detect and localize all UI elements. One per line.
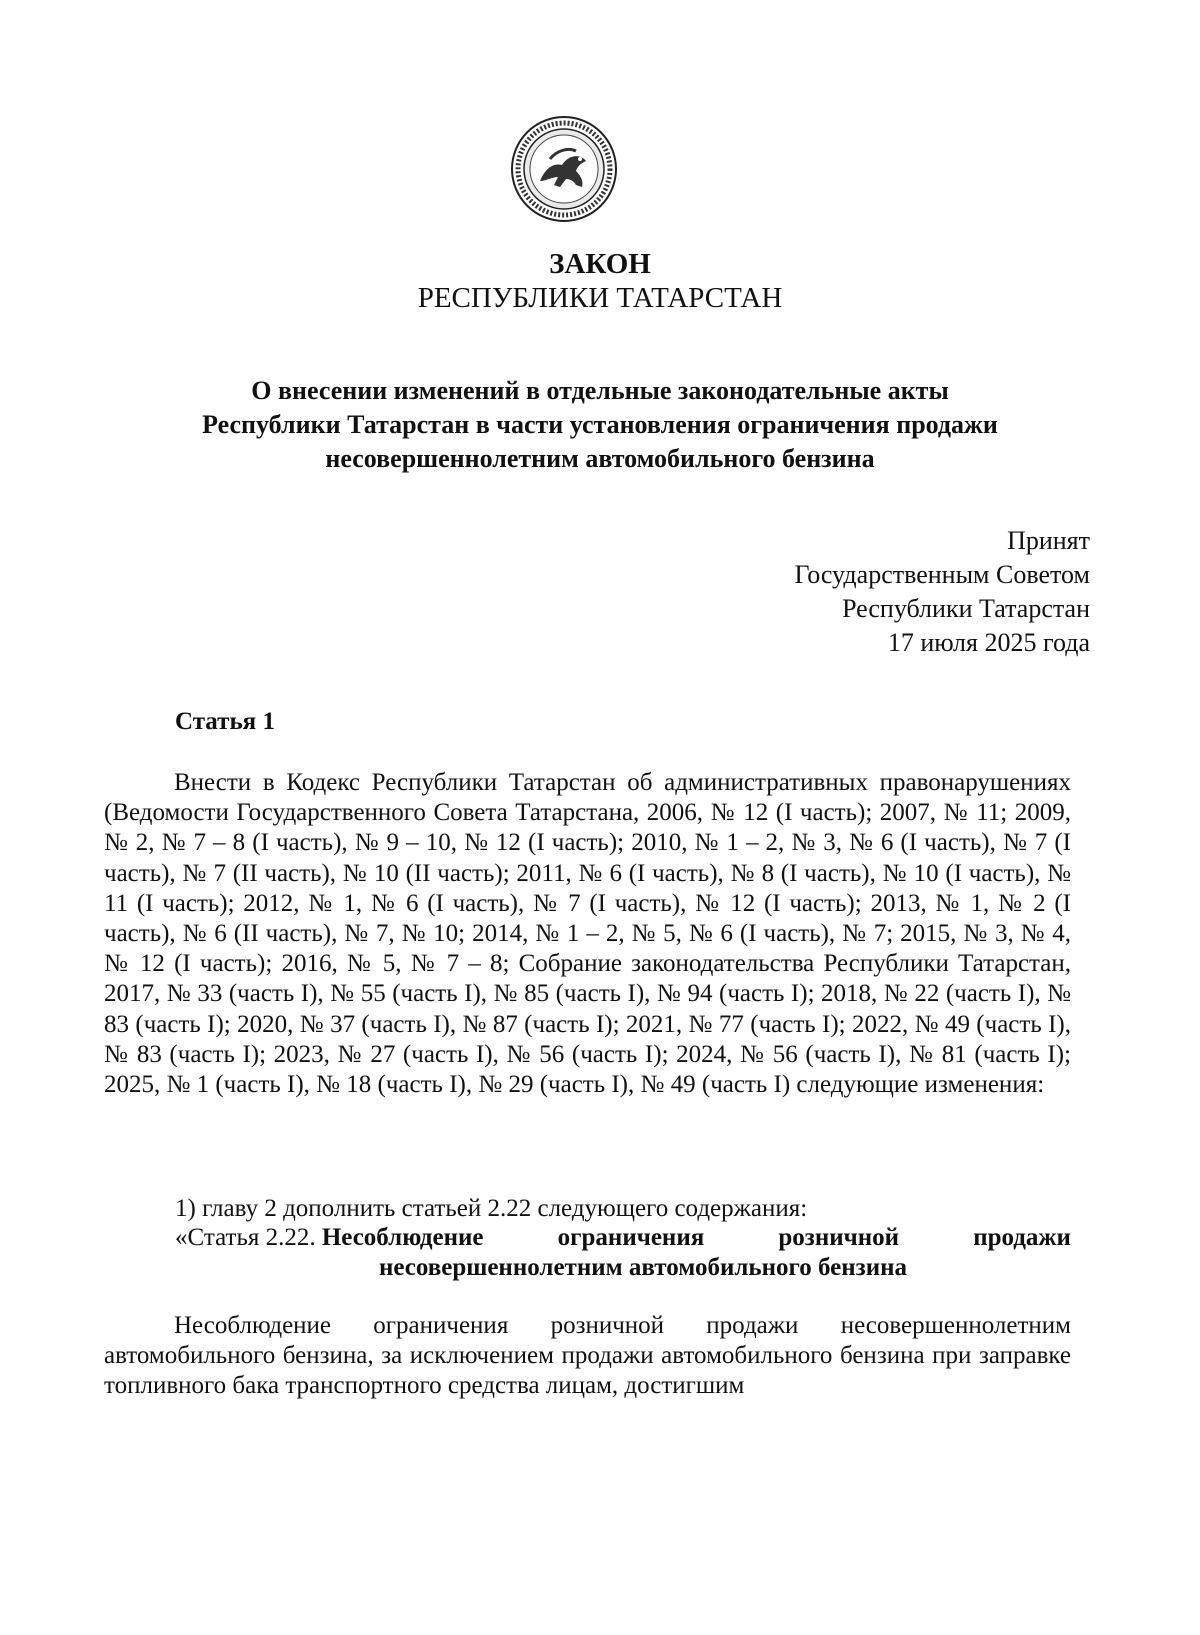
heading-word: продажи	[973, 1224, 1071, 1251]
article-2-22-prefix: «Статья 2.22. Несоблюдение	[175, 1224, 484, 1251]
article-paragraph-2: Несоблюдение ограничения розничной продажи несовершеннолетним автомобильного бензина, за исключением продажи автомобильного бензина при заправке топливного бака транспортного средства лицам, достигшим	[104, 1312, 1071, 1400]
heading-word: розничной	[778, 1224, 900, 1251]
law-title: ЗАКОН	[549, 248, 651, 280]
heading-line: несовершеннолетним автомобильного бензина	[325, 444, 875, 473]
article-2-22-line2: несовершеннолетним автомобильного бензина	[378, 1254, 908, 1281]
article-title: Статья 1	[175, 708, 275, 735]
tatarstan-emblem-icon	[510, 115, 618, 223]
article-paragraph: Внести в Кодекс Республики Татарстан об административных правонарушениях (Ведомости Государственного Совета Татарстана, 2006, № 12 (I часть); 2007, № 11; 2009, № 2, № 7 – 8 (I часть), № 9 – 10, № 12 (I часть); 2010, № 1 – 2, № 3, № 6 (I часть), № 7 (I часть), № 7 (II часть), № 10 (II часть); 2011, № 6 (I часть), № 8 (I часть), № 10 (I часть), № 11 (I часть); 2012, № 1, № 6 (I часть), № 7 (I часть), № 12 (I часть); 2013, № 1, № 2 (I часть), № 6 (II часть), № 7, № 10; 2014, № 1 – 2, № 5, № 6 (I часть), № 7; 2015, № 3, № 4, № 12 (I часть); 2016, № 5, № 7 – 8; Собрание законодательства Республики Татарстан, 2017, № 33 (часть I), № 55 (часть I), № 85 (часть I), № 94 (часть I); 2018, № 22 (часть I), № 83 (часть I); 2020, № 37 (часть I), № 87 (часть I); 2021, № 77 (часть I); 2022, № 49 (часть I), № 83 (часть I); 2023, № 27 (часть I), № 56 (часть I); 2024, № 56 (часть I), № 81 (часть I); 2025, № 1 (часть I), № 18 (часть I), № 29 (часть I), № 49 (часть I) следующие изменения:	[104, 769, 1071, 1099]
law-subtitle: РЕСПУБЛИКИ ТАТАРСТАН	[417, 282, 783, 314]
heading-line: О внесении изменений в отдельные законодательные акты	[251, 376, 949, 405]
heading-line: Республики Татарстан в части установления ограничения продажи	[202, 410, 998, 439]
law-heading	[100, 374, 1100, 476]
adopted-line: Принят	[1007, 526, 1090, 555]
adopted-line: Государственным Советом	[794, 560, 1090, 589]
list-item: 1) главу 2 дополнить статьей 2.22 следующего содержания:	[175, 1195, 808, 1222]
adopted-line: Республики Татарстан	[842, 594, 1090, 623]
article-2-22-heading	[175, 1223, 1071, 1283]
adoption-date: 17 июля 2025 года	[887, 628, 1090, 657]
adoption-block	[794, 524, 1090, 660]
heading-word: ограничения	[557, 1224, 705, 1251]
